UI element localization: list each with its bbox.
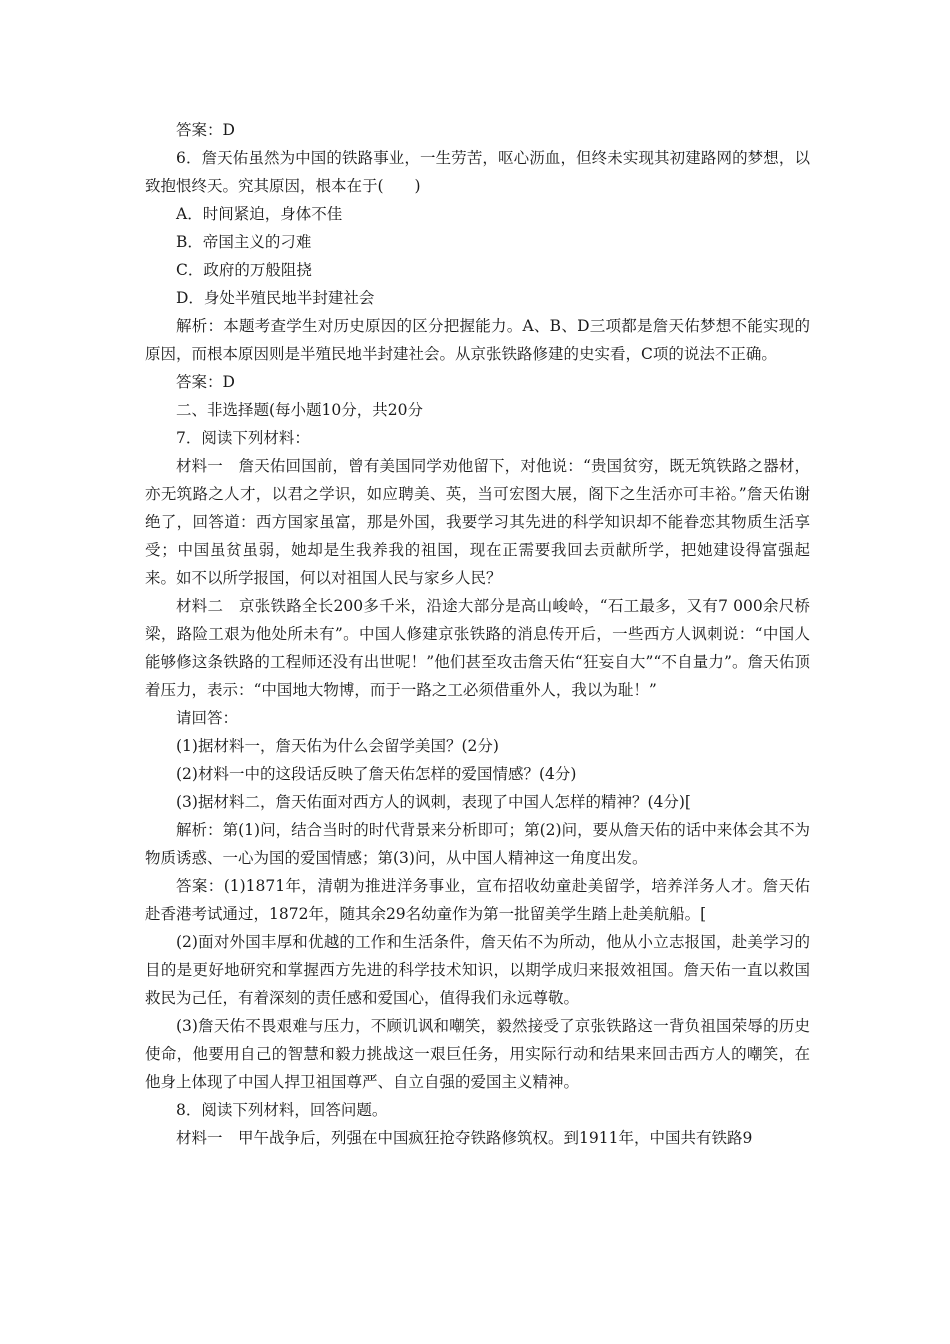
explanation-q6: 解析：本题考查学生对历史原因的区分把握能力。A、B、D三项都是詹天佑梦想不能实现的原因，而根本原因则是半殖民地半封建社会。从京张铁路修建的史实看，C项的说法不正确。	[145, 317, 810, 363]
material-2: 材料二 京张铁路全长200多千米，沿途大部分是高山峻岭，“石工最多，又有7 000余尺桥梁，路险工艰为他处所未有”。中国人修建京张铁路的消息传开后，一些西方人讽刺说：“中国人能够修这条铁路的工程师还没有出世呢！”他们甚至攻击詹天佑“狂妄自大”“不自量力”。詹天佑顶着压力，表示：“中国地大物博，而于一路之工必须借重外人，我以为耻！”	[145, 597, 810, 699]
answer-q7-2: (2)面对外国丰厚和优越的工作和生活条件，詹天佑不为所动，他从小立志报国，赴美学习的目的是更好地研究和掌握西方先进的科学技术知识，以期学成归来报效祖国。詹天佑一直以救国救民为己任，有着深刻的责任感和爱国心，值得我们永远尊敬。	[145, 933, 810, 1007]
option-c: C．政府的万般阻挠	[176, 261, 312, 279]
question-8-material-1: 材料一 甲午战争后，列强在中国疯狂抢夺铁路修筑权。到1911年，中国共有铁路9	[176, 1129, 753, 1147]
subquestion-1: (1)据材料一，詹天佑为什么会留学美国？(2分)	[176, 737, 499, 755]
document-body	[145, 116, 810, 1152]
option-b: B．帝国主义的刁难	[176, 233, 312, 251]
question-8: 8．阅读下列材料，回答问题。	[176, 1101, 388, 1119]
answer-q7-1: 答案：(1)1871年，清朝为推进洋务事业，宣布招收幼童赴美留学，培养洋务人才。詹天佑赴香港考试通过，1872年，随其余29名幼童作为第一批留美学生踏上赴美航船。[	[145, 877, 810, 923]
option-a: A．时间紧迫，身体不佳	[176, 205, 343, 223]
question-6: 6．詹天佑虽然为中国的铁路事业，一生劳苦，呕心沥血，但终未实现其初建路网的梦想，以致抱恨终天。究其原因，根本在于( )	[145, 149, 810, 195]
explanation-q7: 解析：第(1)问，结合当时的时代背景来分析即可；第(2)问，要从詹天佑的话中来体会其不为物质诱惑、一心为国的爱国情感；第(3)问，从中国人精神这一角度出发。	[145, 821, 810, 867]
answer-q5: 答案：D	[176, 121, 235, 139]
prompt-answer: 请回答：	[176, 709, 239, 727]
material-1: 材料一 詹天佑回国前，曾有美国同学劝他留下，对他说：“贵国贫穷，既无筑铁路之器材，亦无筑路之人才，以君之学识，如应聘美、英，当可宏图大展，阁下之生活亦可丰裕。”詹天佑谢绝了，回答道：西方国家虽富，那是外国，我要学习其先进的科学知识却不能眷恋其物质生活享受；中国虽贫虽弱，她却是生我养我的祖国，现在正需要我回去贡献所学，把她建设得富强起来。如不以所学报国，何以对祖国人民与家乡人民？	[145, 457, 810, 587]
answer-q7-3: (3)詹天佑不畏艰难与压力，不顾讥讽和嘲笑，毅然接受了京张铁路这一背负祖国荣辱的历史使命，他要用自己的智慧和毅力挑战这一艰巨任务，用实际行动和结果来回击西方人的嘲笑，在他身上体现了中国人捍卫祖国尊严、自立自强的爱国主义精神。	[145, 1017, 810, 1091]
question-7: 7．阅读下列材料：	[176, 429, 310, 447]
section-heading: 二、非选择题(每小题10分，共20分	[176, 401, 423, 419]
subquestion-3: (3)据材料二，詹天佑面对西方人的讽刺，表现了中国人怎样的精神？(4分)[	[176, 793, 691, 811]
answer-q6: 答案：D	[176, 373, 235, 391]
subquestion-2: (2)材料一中的这段话反映了詹天佑怎样的爱国情感？(4分)	[176, 765, 577, 783]
option-d: D．身处半殖民地半封建社会	[176, 289, 375, 307]
